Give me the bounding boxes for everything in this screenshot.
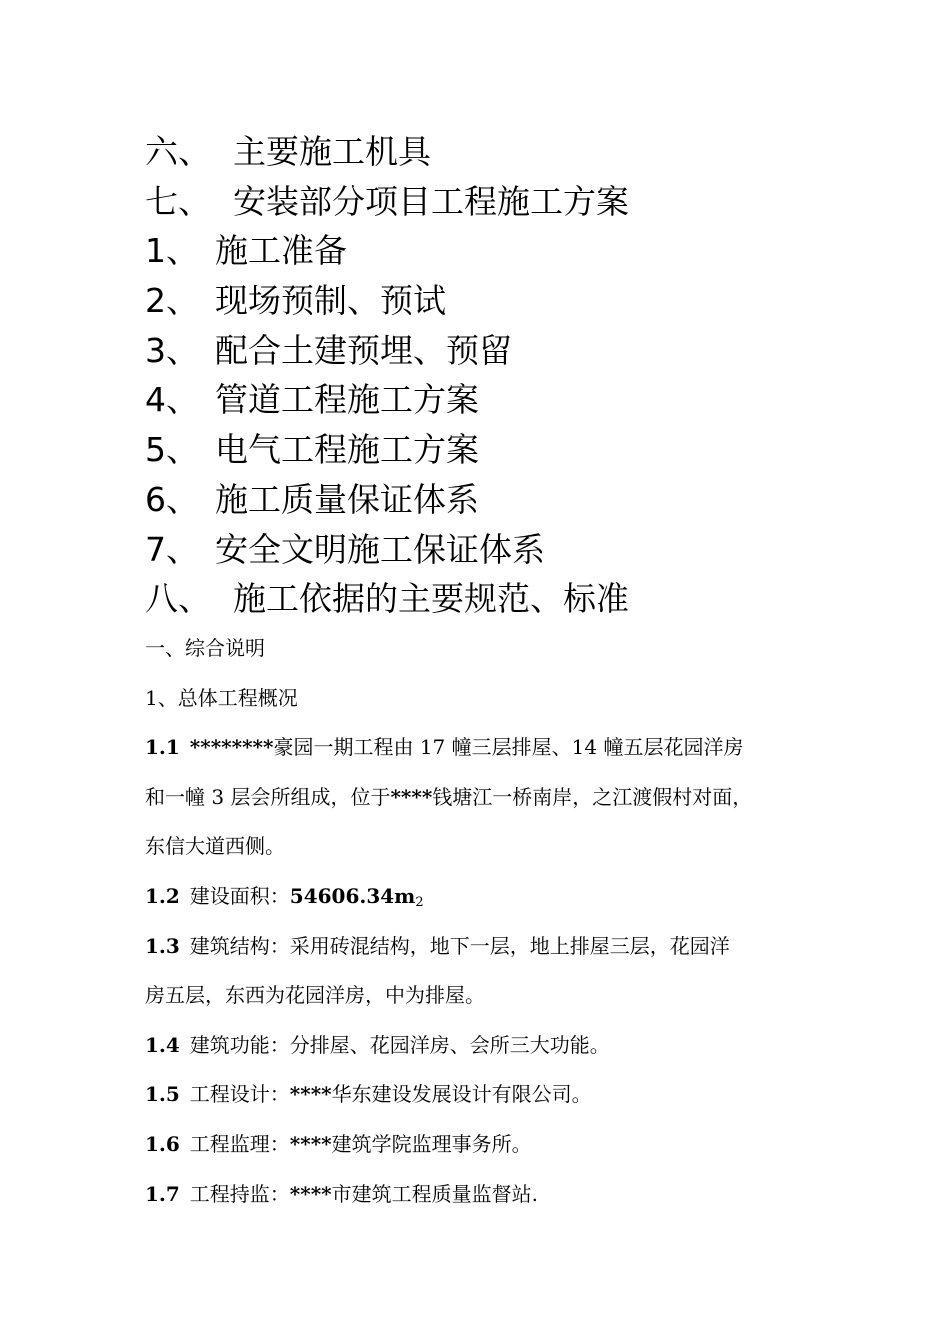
toc-item-title: 电气工程施工方案 [215, 430, 479, 470]
item-1-1-line-1 [145, 723, 815, 773]
item-prefix: 工程设计： [189, 1082, 290, 1107]
toc-item [145, 276, 845, 326]
toc-item [145, 475, 845, 525]
item-1-7 [145, 1170, 815, 1220]
item-1-5 [145, 1070, 815, 1120]
item-text: 建筑学院监理事务所。 [331, 1131, 532, 1156]
redacted-text: **** [390, 784, 433, 809]
item-number: 1.2 [145, 883, 180, 908]
item-number: 1.7 [145, 1181, 180, 1206]
item-text: 豪园一期工程由 17 幢三层排屋、14 幢五层花园洋房 [273, 735, 744, 760]
area-value: 54606.34m [289, 883, 416, 908]
toc-item [145, 127, 845, 177]
item-text: 华东建设发展设计有限公司。 [331, 1082, 592, 1107]
document-body [145, 624, 815, 1219]
redacted-text: **** [289, 1181, 332, 1206]
toc-item [145, 525, 845, 575]
item-number: 1.6 [145, 1131, 180, 1156]
toc-item-number: 2、 [145, 281, 199, 321]
toc-item-number: 6、 [145, 479, 199, 519]
table-of-contents [145, 127, 845, 624]
toc-item-number: 1、 [145, 231, 199, 271]
item-number: 1.3 [145, 933, 180, 958]
toc-item-title: 施工准备 [215, 231, 347, 271]
item-prefix: 工程监理： [189, 1131, 290, 1156]
redacted-text: ******** [189, 735, 274, 760]
item-prefix: 工程持监： [189, 1181, 290, 1206]
item-1-3-line-2: 房五层，东西为花园洋房，中为排屋。 [145, 983, 485, 1008]
item-1-2 [145, 872, 815, 922]
toc-item-number: 七、 [145, 181, 211, 221]
toc-item-title: 安全文明施工保证体系 [215, 529, 545, 569]
toc-item-number: 八、 [145, 579, 211, 619]
toc-item-number: 3、 [145, 330, 199, 370]
toc-item-title: 主要施工机具 [233, 132, 431, 171]
item-text: 建设面积： [189, 883, 290, 908]
redacted-text: **** [289, 1082, 332, 1107]
item-text: 钱塘江一桥南岸，之江渡假村对面， [432, 784, 753, 809]
toc-item-number: 六、 [145, 132, 211, 171]
item-1-6 [145, 1120, 815, 1170]
toc-item [145, 177, 845, 227]
item-text: 市建筑工程质量监督站. [331, 1181, 538, 1206]
toc-item-title: 施工依据的主要规范、标准 [233, 579, 629, 619]
item-1-4 [145, 1021, 815, 1071]
toc-item-title: 安装部分项目工程施工方案 [233, 181, 629, 221]
toc-item [145, 326, 845, 376]
item-number: 1.5 [145, 1082, 180, 1107]
toc-item [145, 425, 845, 475]
redacted-text: **** [289, 1131, 332, 1156]
toc-item-number: 7、 [145, 529, 199, 569]
section-heading: 一、综合说明 [145, 636, 265, 660]
item-number: 1.1 [145, 735, 180, 760]
toc-item-title: 管道工程施工方案 [215, 380, 479, 420]
subsection-heading: 1、总体工程概况 [145, 685, 298, 710]
item-1-3-line-1 [145, 922, 815, 972]
toc-item [145, 226, 845, 276]
item-1-1-line-3: 东信大道西侧。 [145, 834, 285, 859]
toc-item-title: 施工质量保证体系 [215, 479, 479, 519]
toc-item-title: 现场预制、预试 [215, 281, 446, 321]
item-text: 建筑功能：分排屋、花园洋房、会所三大功能。 [189, 1032, 610, 1057]
item-1-1-line-2 [145, 773, 815, 823]
item-number: 1.4 [145, 1032, 180, 1057]
toc-item-number: 5、 [145, 430, 199, 470]
toc-item [145, 574, 845, 624]
toc-item [145, 375, 845, 425]
item-text: 建筑结构：采用砖混结构，地下一层，地上排屋三层，花园洋 [189, 933, 730, 958]
toc-item-number: 4、 [145, 380, 199, 420]
toc-item-title: 配合土建预埋、预留 [215, 330, 512, 370]
area-unit-superscript: 2 [415, 894, 424, 910]
item-text: 和一幢 3 层会所组成，位于 [145, 784, 391, 809]
